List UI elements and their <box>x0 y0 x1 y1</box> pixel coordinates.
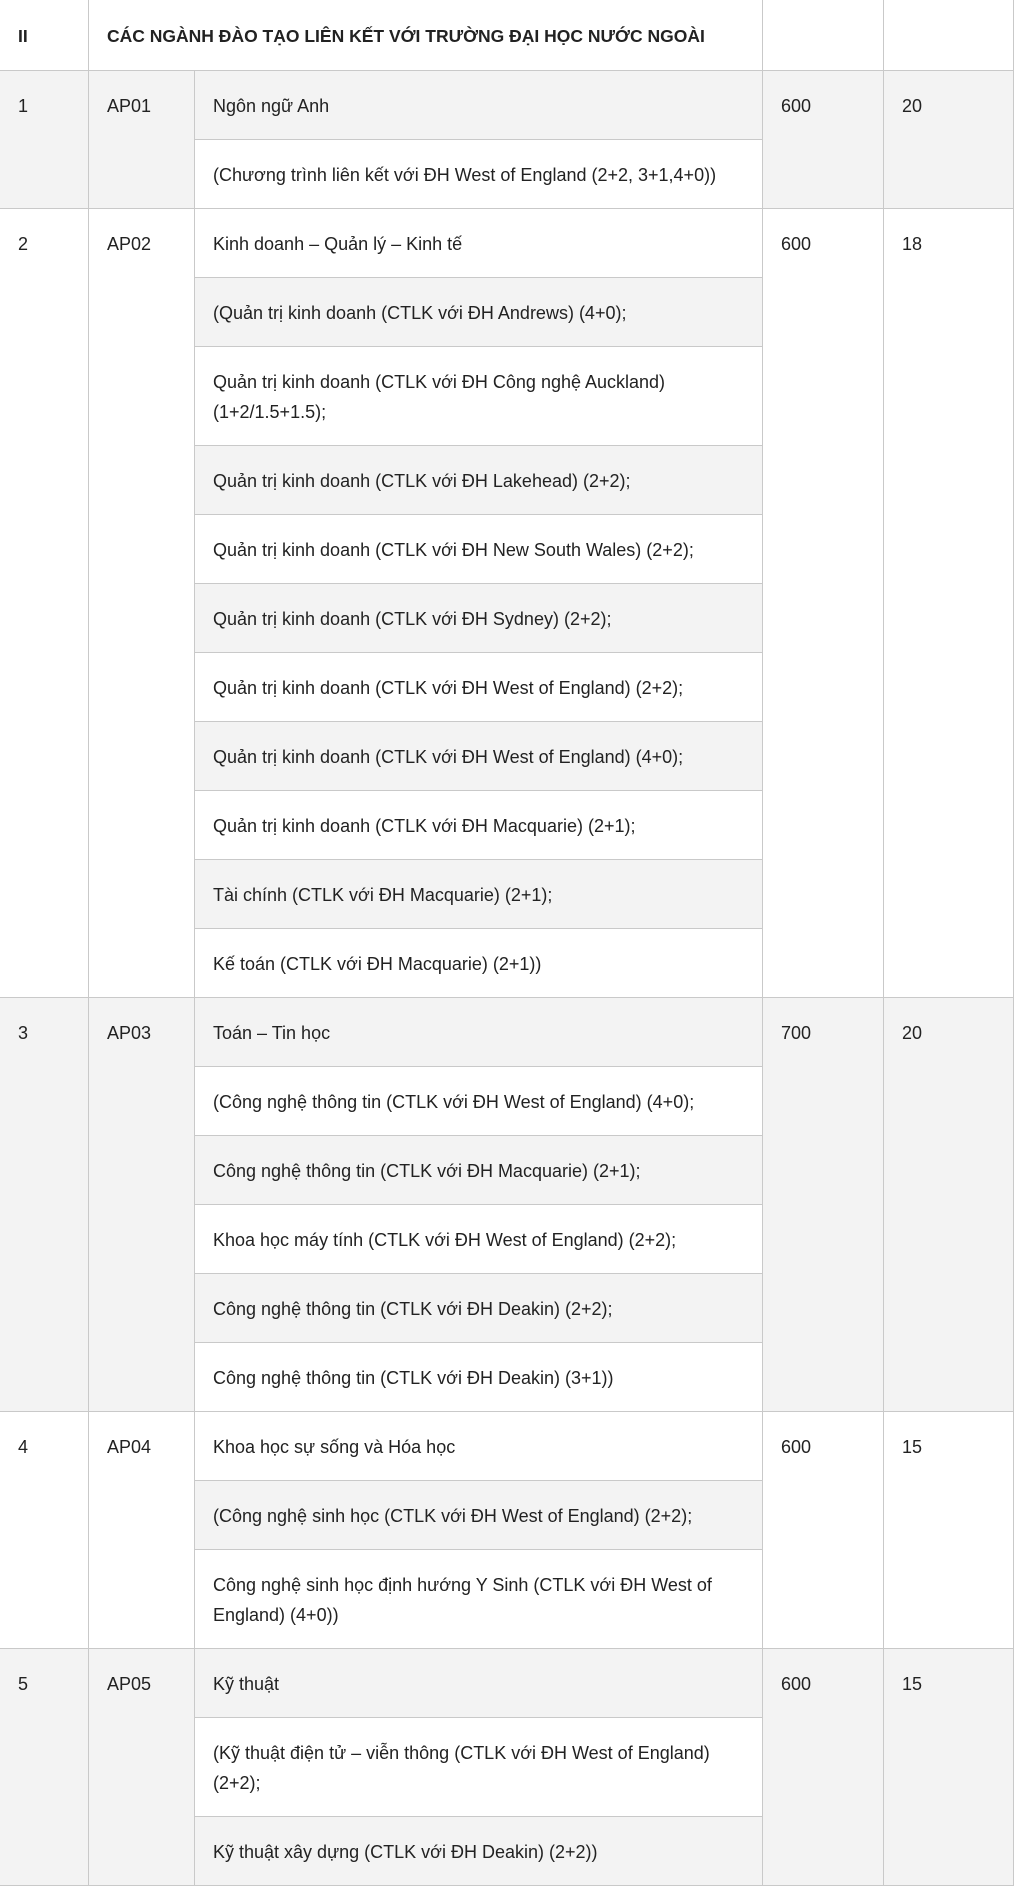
group-stt: 2 <box>0 209 89 998</box>
group-code: AP05 <box>89 1649 195 1886</box>
group-ielts: 20 <box>884 998 1014 1412</box>
program-name: Ngôn ngữ Anh <box>195 71 763 140</box>
group-quota: 600 <box>763 209 884 998</box>
program-name: Khoa học máy tính (CTLK với ĐH West of England) (2+2); <box>195 1205 763 1274</box>
section-header-row <box>0 0 1014 71</box>
program-name: Quản trị kinh doanh (CTLK với ĐH Công nghệ Auckland) (1+2/1.5+1.5); <box>195 347 763 446</box>
group-ielts: 15 <box>884 1649 1014 1886</box>
group-stt: 3 <box>0 998 89 1412</box>
program-name: Kế toán (CTLK với ĐH Macquarie) (2+1)) <box>195 929 763 998</box>
group-code: AP04 <box>89 1412 195 1649</box>
program-name: Kỹ thuật xây dựng (CTLK với ĐH Deakin) (2+2)) <box>195 1817 763 1886</box>
program-name: (Kỹ thuật điện tử – viễn thông (CTLK với ĐH West of England) (2+2); <box>195 1718 763 1817</box>
program-name: (Công nghệ sinh học (CTLK với ĐH West of England) (2+2); <box>195 1481 763 1550</box>
group-first-row <box>0 71 1014 140</box>
group-quota: 600 <box>763 1649 884 1886</box>
group-ielts: 15 <box>884 1412 1014 1649</box>
group-ielts: 18 <box>884 209 1014 998</box>
section-ielts-blank <box>884 0 1014 71</box>
group-stt: 4 <box>0 1412 89 1649</box>
program-name: Công nghệ thông tin (CTLK với ĐH Deakin) (2+2); <box>195 1274 763 1343</box>
group-first-row <box>0 998 1014 1067</box>
section-quota-blank <box>763 0 884 71</box>
group-code: AP03 <box>89 998 195 1412</box>
group-first-row <box>0 209 1014 278</box>
program-name: Khoa học sự sống và Hóa học <box>195 1412 763 1481</box>
program-name: Quản trị kinh doanh (CTLK với ĐH Sydney) (2+2); <box>195 584 763 653</box>
program-name: Kinh doanh – Quản lý – Kinh tế <box>195 209 763 278</box>
program-name: Quản trị kinh doanh (CTLK với ĐH New South Wales) (2+2); <box>195 515 763 584</box>
section-number: II <box>0 0 89 71</box>
program-name: (Công nghệ thông tin (CTLK với ĐH West of England) (4+0); <box>195 1067 763 1136</box>
program-name: Quản trị kinh doanh (CTLK với ĐH Lakehead) (2+2); <box>195 446 763 515</box>
program-name: Quản trị kinh doanh (CTLK với ĐH West of England) (4+0); <box>195 722 763 791</box>
group-quota: 700 <box>763 998 884 1412</box>
program-name: Kỹ thuật <box>195 1649 763 1718</box>
program-name: Quản trị kinh doanh (CTLK với ĐH West of England) (2+2); <box>195 653 763 722</box>
program-name: Toán – Tin học <box>195 998 763 1067</box>
group-first-row <box>0 1649 1014 1718</box>
group-stt: 5 <box>0 1649 89 1886</box>
group-quota: 600 <box>763 1412 884 1649</box>
program-name: Công nghệ thông tin (CTLK với ĐH Macquarie) (2+1); <box>195 1136 763 1205</box>
group-code: AP02 <box>89 209 195 998</box>
group-first-row <box>0 1412 1014 1481</box>
section-title: CÁC NGÀNH ĐÀO TẠO LIÊN KẾT VỚI TRƯỜNG ĐẠI HỌC NƯỚC NGOÀI <box>89 0 763 71</box>
group-ielts: 20 <box>884 71 1014 209</box>
program-name: Tài chính (CTLK với ĐH Macquarie) (2+1); <box>195 860 763 929</box>
group-code: AP01 <box>89 71 195 209</box>
program-name: Công nghệ thông tin (CTLK với ĐH Deakin) (3+1)) <box>195 1343 763 1412</box>
program-name: Quản trị kinh doanh (CTLK với ĐH Macquarie) (2+1); <box>195 791 763 860</box>
group-stt: 1 <box>0 71 89 209</box>
group-quota: 600 <box>763 71 884 209</box>
program-name: (Chương trình liên kết với ĐH West of England (2+2, 3+1,4+0)) <box>195 140 763 209</box>
program-name: Công nghệ sinh học định hướng Y Sinh (CTLK với ĐH West of England) (4+0)) <box>195 1550 763 1649</box>
program-name: (Quản trị kinh doanh (CTLK với ĐH Andrews) (4+0); <box>195 278 763 347</box>
